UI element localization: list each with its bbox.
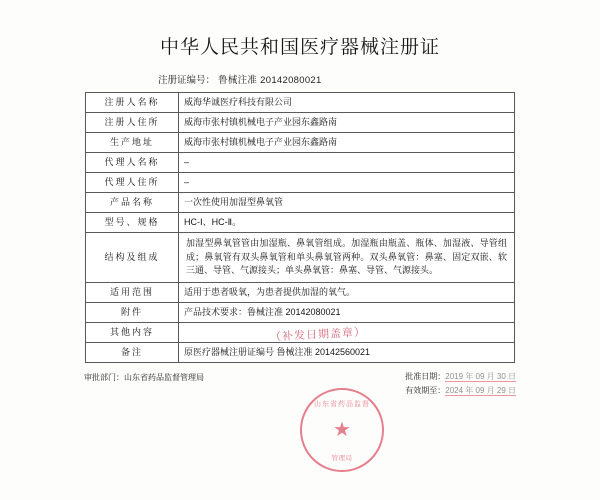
row-value [179,322,515,342]
table-row [86,282,515,302]
row-label: 注册人名称 [86,93,179,113]
row-value: – [179,153,515,173]
valid-until [405,384,516,398]
row-value: 适用于患者吸氧，为患者提供加湿的氧气。 [179,282,515,302]
row-value: 威海华诚医疗科技有限公司 [179,93,515,113]
page-title: 中华人民共和国医疗器械注册证 [159,37,440,58]
dates-block [405,370,516,399]
row-value: 产品技术要求：鲁械注准 20142080021 [179,302,515,322]
registration-number-label: 注册证编号： [158,75,216,86]
issue-date-label: 批准日期： [405,372,446,382]
valid-until-label: 有效期至： [405,386,446,396]
certificate-footer [0,370,600,463]
row-label: 其他内容 [86,322,179,342]
row-value: 原医疗器械注册证编号 鲁械注准 20142560021 [179,342,515,362]
table-row [86,193,515,213]
approval-authority [84,370,204,383]
table-row [86,153,515,173]
stamp-overlay-text: （补发日期盖章） [269,326,367,344]
row-value: – [179,173,515,193]
issue-date [405,370,516,384]
row-value: 一次性使用加湿型鼻氧管 [179,193,515,213]
seal-star-icon: ★ [333,419,351,442]
table-row [86,133,515,153]
table-row [86,173,515,193]
seal-bottom-text: 管理局 [331,455,353,463]
table-row [86,93,515,113]
row-label: 适用范围 [86,282,179,302]
row-label: 备注 [86,342,179,362]
row-label: 附件 [86,302,179,322]
row-label: 生产地址 [86,133,179,153]
row-label: 结构及组成 [86,233,179,283]
row-label: 代理人名称 [86,153,179,173]
row-label: 产品名称 [86,193,179,213]
seal-top-text: 山东省药品监督 [314,401,370,409]
certificate-table [85,92,515,363]
row-label: 代理人住所 [86,173,179,193]
row-value: HC-Ⅰ、HC-Ⅱ。 [179,213,515,233]
table-row [86,233,515,283]
registration-number-value: 鲁械注准 20142080021 [218,75,322,86]
official-seal-icon [300,388,384,472]
valid-until-value: 2024 年 09 月 29 日 [445,386,516,396]
row-label: 注册人住所 [86,113,179,133]
row-value: 威海市张村镇机械电子产业园东鑫路南 [179,113,515,133]
approval-authority-label: 审批部门： [84,373,124,383]
table-row [86,302,515,322]
row-value: 加湿型鼻氧管管由加湿瓶、鼻氧管组成。加湿瓶由瓶盖、瓶体、加湿液、导管组成；鼻氧管有双头鼻氧管和单头鼻氧管两种。双头鼻氧管：鼻塞、固定双嵌、软三通、导管、气源接头；单头鼻氧管：鼻塞、导管、气源接头。 [179,233,515,283]
table-row [86,342,515,362]
table-row [86,322,515,342]
table-row [86,213,515,233]
issue-date-value: 2019 年 09 月 30 日 [445,372,516,382]
registration-number [0,72,600,86]
row-label: 型号、规格 [86,213,179,233]
row-value: 威海市张村镇机械电子产业园东鑫路南 [179,133,515,153]
approval-authority-value: 山东省药品监督管理局 [124,373,204,383]
table-row [86,113,515,133]
